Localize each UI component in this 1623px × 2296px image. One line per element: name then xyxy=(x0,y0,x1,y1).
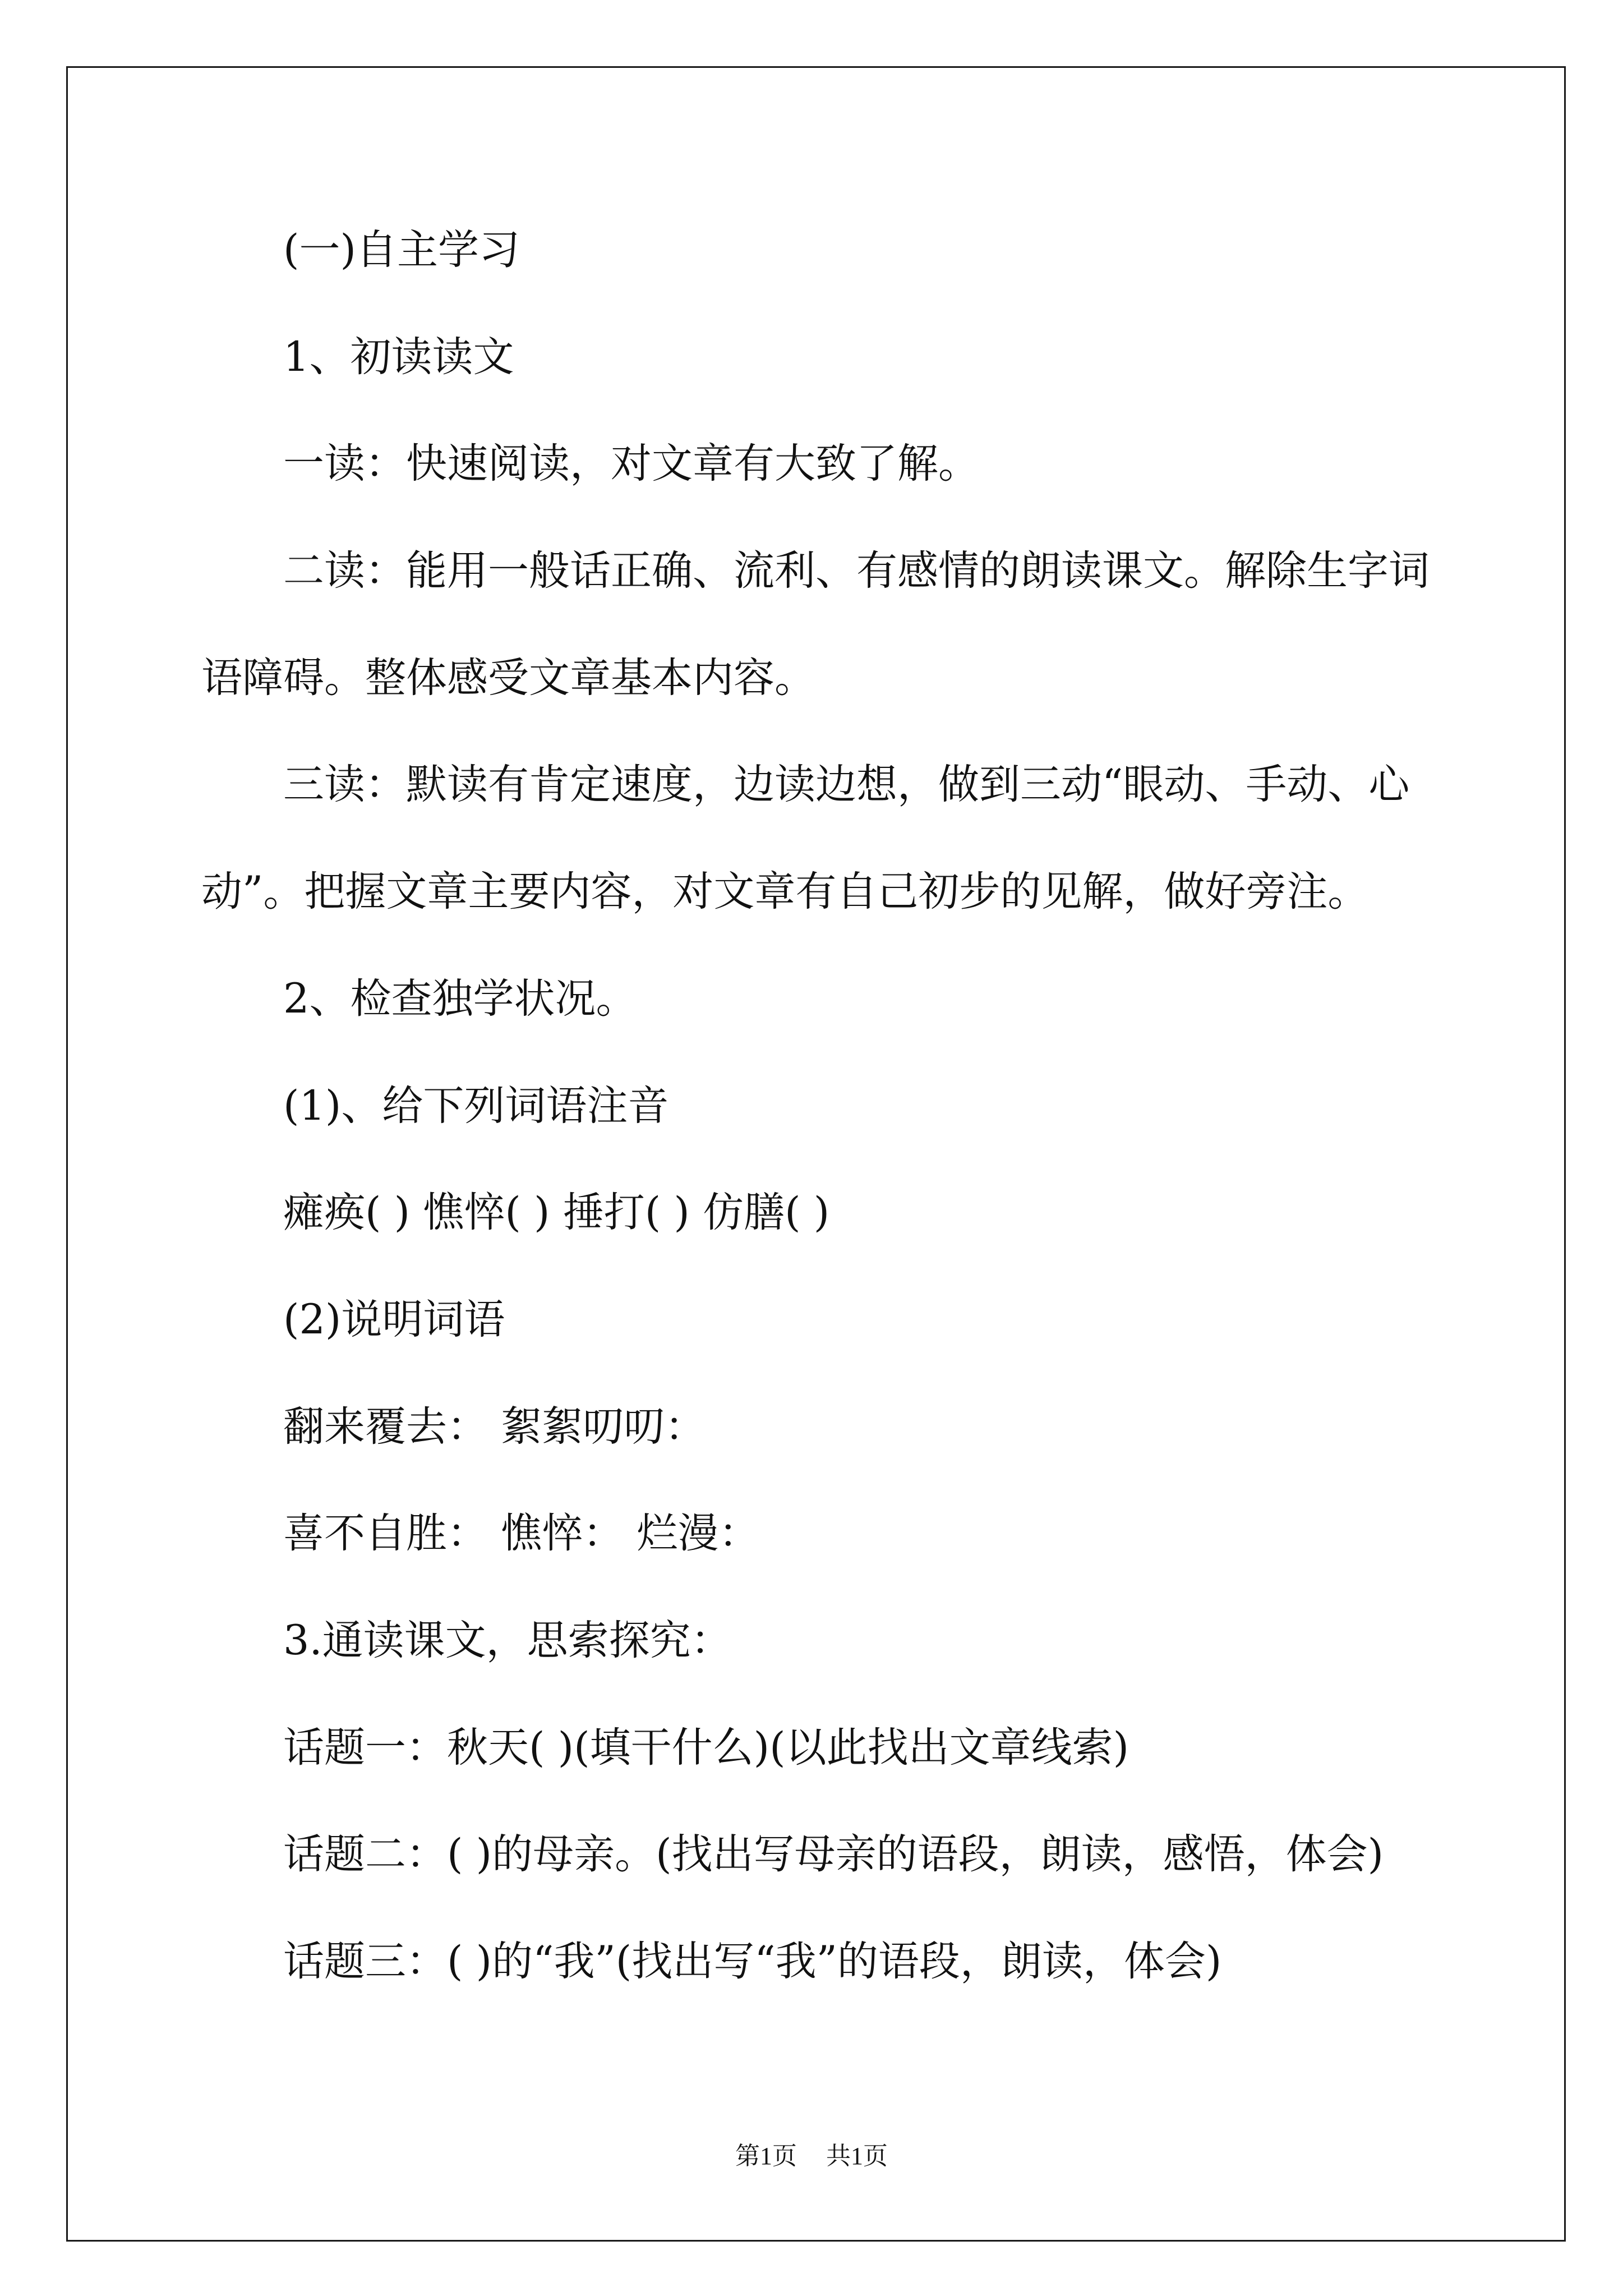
page-number-total: 共1页 xyxy=(826,2142,888,2170)
step-1-heading: 1、初读读文 xyxy=(283,333,514,381)
vocab-task-heading: (2)说明词语 xyxy=(283,1295,505,1343)
page-number-current: 第1页 xyxy=(735,2142,797,2170)
section-heading: (一)自主学习 xyxy=(283,226,520,274)
step-3-heading: 3.通读课文，思索探究： xyxy=(283,1616,732,1664)
page-footer xyxy=(0,2139,1623,2173)
second-reading-line: 语障碍。整体感受文章基本内容。 xyxy=(201,654,815,702)
pinyin-task-heading: (1)、给下列词语注音 xyxy=(283,1082,669,1130)
third-reading-line: 三读：默读有肯定速度，边读边想，做到三动“眼动、手动、心 xyxy=(283,761,1410,809)
vocab-task-row: 喜不自胜： 憔悴： 烂漫： xyxy=(283,1510,760,1558)
step-2-heading: 2、检查独学状况。 xyxy=(283,974,637,1023)
second-reading-line: 二读：能用一般话正确、流利、有感情的朗读课文。解除生字词 xyxy=(283,547,1430,595)
third-reading-line: 动”。把握文章主要内容，对文章有自己初步的见解，做好旁注。 xyxy=(201,868,1369,916)
discussion-topic: 话题一：秋天( )(填干什么)(以此找出文章线索) xyxy=(283,1723,1129,1772)
first-reading: 一读：快速阅读，对文章有大致了解。 xyxy=(283,440,979,488)
discussion-topic: 话题三：( )的“我”(找出写“我”的语段，朗读，体会) xyxy=(283,1938,1222,1985)
vocab-task-row: 翻来覆去： 絮絮叨叨： xyxy=(283,1402,706,1451)
pinyin-task-words: 瘫痪( ) 憔悴( ) 捶打( ) 仿膳( ) xyxy=(283,1189,830,1237)
discussion-topic: 话题二：( )的母亲。(找出写母亲的语段，朗读，感悟，体会) xyxy=(283,1830,1384,1879)
document-body xyxy=(201,197,1536,2016)
